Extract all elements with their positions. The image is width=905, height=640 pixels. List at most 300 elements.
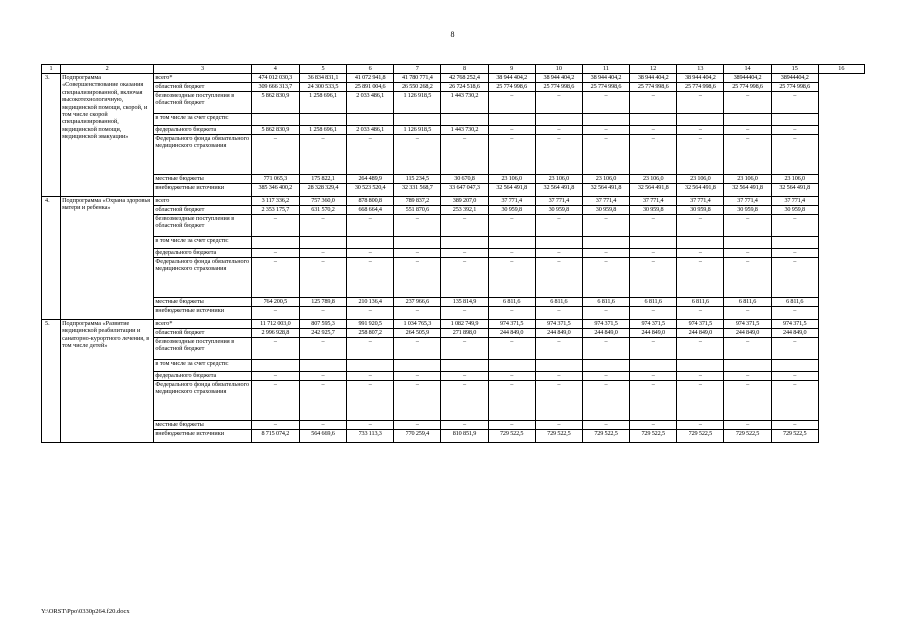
value-cell: – bbox=[299, 381, 346, 421]
value-cell bbox=[630, 237, 677, 249]
value-cell: – bbox=[771, 381, 818, 421]
value-cell: – bbox=[441, 421, 488, 430]
value-cell: – bbox=[488, 258, 535, 298]
value-cell: 25 774 998,6 bbox=[771, 83, 818, 92]
value-cell: 244 849,0 bbox=[582, 329, 629, 338]
value-cell: 26 724 518,6 bbox=[441, 83, 488, 92]
value-cell: 1 126 918,5 bbox=[394, 126, 441, 135]
value-cell bbox=[771, 114, 818, 126]
value-cell: – bbox=[630, 338, 677, 360]
table-header-row bbox=[42, 65, 865, 74]
value-cell: – bbox=[582, 249, 629, 258]
value-cell: – bbox=[251, 338, 299, 360]
value-cell bbox=[488, 360, 535, 372]
value-cell: 729 522,5 bbox=[535, 430, 582, 443]
value-cell: – bbox=[677, 421, 724, 430]
value-cell: 258 807,2 bbox=[347, 329, 394, 338]
value-cell: – bbox=[441, 135, 488, 175]
value-cell: – bbox=[488, 215, 535, 237]
value-cell bbox=[677, 237, 724, 249]
value-cell: – bbox=[251, 249, 299, 258]
value-cell: 757 360,0 bbox=[299, 197, 346, 206]
column-number: 7 bbox=[394, 65, 441, 74]
value-cell: 30 670,8 bbox=[441, 175, 488, 184]
value-cell: – bbox=[724, 92, 771, 114]
value-cell: 41 780 771,4 bbox=[394, 74, 441, 83]
value-cell: 389 207,0 bbox=[441, 197, 488, 206]
value-cell: – bbox=[771, 338, 818, 360]
value-cell: 25 774 998,6 bbox=[724, 83, 771, 92]
value-cell: – bbox=[771, 215, 818, 237]
value-cell: 6 811,6 bbox=[630, 298, 677, 307]
value-cell bbox=[251, 114, 299, 126]
value-cell bbox=[535, 114, 582, 126]
value-cell: 32 564 491,8 bbox=[630, 184, 677, 197]
value-cell: – bbox=[299, 372, 346, 381]
value-cell: 30 959,8 bbox=[488, 206, 535, 215]
value-cell bbox=[582, 114, 629, 126]
section-number: 4. bbox=[42, 197, 61, 320]
value-cell: 30 959,8 bbox=[724, 206, 771, 215]
column-number: 5 bbox=[299, 65, 346, 74]
value-cell: – bbox=[582, 338, 629, 360]
value-cell: – bbox=[251, 381, 299, 421]
value-cell: – bbox=[630, 249, 677, 258]
value-cell: – bbox=[535, 92, 582, 114]
value-cell bbox=[299, 360, 346, 372]
column-number: 10 bbox=[535, 65, 582, 74]
funding-source-label: безвозмездные поступления в областной бюджет bbox=[154, 215, 251, 237]
value-cell: – bbox=[582, 307, 629, 320]
value-cell: 244 849,0 bbox=[488, 329, 535, 338]
value-cell: 1 034 765,3 bbox=[394, 320, 441, 329]
value-cell: 729 522,5 bbox=[724, 430, 771, 443]
value-cell: – bbox=[724, 338, 771, 360]
value-cell: – bbox=[582, 215, 629, 237]
value-cell: – bbox=[724, 381, 771, 421]
value-cell bbox=[677, 114, 724, 126]
value-cell: 42 768 252,4 bbox=[441, 74, 488, 83]
value-cell: – bbox=[394, 372, 441, 381]
value-cell: – bbox=[630, 381, 677, 421]
funding-source-label: в том числе за счет средств: bbox=[154, 360, 251, 372]
value-cell: – bbox=[394, 338, 441, 360]
value-cell: – bbox=[630, 372, 677, 381]
table-row bbox=[42, 320, 865, 329]
value-cell: – bbox=[394, 215, 441, 237]
funding-source-label: областной бюджет bbox=[154, 83, 251, 92]
value-cell: 25 891 004,6 bbox=[347, 83, 394, 92]
value-cell: – bbox=[347, 381, 394, 421]
value-cell bbox=[488, 114, 535, 126]
value-cell: 2 033 486,1 bbox=[347, 126, 394, 135]
value-cell: – bbox=[677, 338, 724, 360]
value-cell: 30 523 520,4 bbox=[347, 184, 394, 197]
value-cell: 974 371,5 bbox=[771, 320, 818, 329]
table-row bbox=[42, 197, 865, 206]
value-cell: – bbox=[535, 135, 582, 175]
value-cell: 135 814,9 bbox=[441, 298, 488, 307]
value-cell: 244 849,0 bbox=[771, 329, 818, 338]
value-cell: – bbox=[394, 307, 441, 320]
value-cell: – bbox=[299, 307, 346, 320]
value-cell: – bbox=[394, 135, 441, 175]
value-cell: 2 996 928,8 bbox=[251, 329, 299, 338]
value-cell: 37 771,4 bbox=[582, 197, 629, 206]
funding-source-label: внебюджетные источники bbox=[154, 430, 251, 443]
value-cell: – bbox=[488, 338, 535, 360]
value-cell: 41 072 941,8 bbox=[347, 74, 394, 83]
value-cell: 631 570,2 bbox=[299, 206, 346, 215]
value-cell bbox=[251, 360, 299, 372]
value-cell: 25 774 998,6 bbox=[488, 83, 535, 92]
value-cell: – bbox=[488, 421, 535, 430]
value-cell: – bbox=[299, 338, 346, 360]
value-cell: – bbox=[347, 215, 394, 237]
value-cell: – bbox=[299, 215, 346, 237]
value-cell: 668 664,4 bbox=[347, 206, 394, 215]
value-cell: – bbox=[724, 421, 771, 430]
value-cell: – bbox=[347, 258, 394, 298]
value-cell: 11 712 003,0 bbox=[251, 320, 299, 329]
value-cell: 385 346 400,2 bbox=[251, 184, 299, 197]
value-cell: 242 925,7 bbox=[299, 329, 346, 338]
value-cell bbox=[582, 237, 629, 249]
value-cell: – bbox=[677, 92, 724, 114]
value-cell: 244 849,0 bbox=[535, 329, 582, 338]
funding-source-label: федерального бюджета bbox=[154, 249, 251, 258]
value-cell: – bbox=[488, 249, 535, 258]
subprogram-title: Подпрограмма «Охрана здоровья матери и ребенка» bbox=[61, 197, 154, 320]
table-row bbox=[42, 74, 865, 83]
value-cell: – bbox=[347, 421, 394, 430]
value-cell bbox=[724, 114, 771, 126]
funding-source-label: Федерального фонда обязательного медицинского страхования bbox=[154, 381, 251, 421]
value-cell: – bbox=[724, 258, 771, 298]
table-row bbox=[42, 215, 865, 237]
value-cell: – bbox=[582, 126, 629, 135]
value-cell: – bbox=[441, 249, 488, 258]
value-cell: 23 106,0 bbox=[582, 175, 629, 184]
value-cell: – bbox=[299, 421, 346, 430]
value-cell: 6 811,6 bbox=[771, 298, 818, 307]
value-cell: – bbox=[724, 249, 771, 258]
value-cell: – bbox=[677, 249, 724, 258]
value-cell: 38 944 404,2 bbox=[677, 74, 724, 83]
value-cell: – bbox=[630, 92, 677, 114]
funding-source-label: федерального бюджета bbox=[154, 126, 251, 135]
table-row bbox=[42, 298, 865, 307]
value-cell: 38 944 404,2 bbox=[582, 74, 629, 83]
value-cell: – bbox=[582, 258, 629, 298]
value-cell: 32 331 568,7 bbox=[394, 184, 441, 197]
value-cell: 244 849,0 bbox=[677, 329, 724, 338]
value-cell: – bbox=[630, 258, 677, 298]
value-cell: – bbox=[488, 126, 535, 135]
value-cell: 6 811,6 bbox=[488, 298, 535, 307]
value-cell: 23 106,0 bbox=[535, 175, 582, 184]
funding-source-label: федерального бюджета bbox=[154, 372, 251, 381]
value-cell: – bbox=[251, 135, 299, 175]
value-cell: 28 328 329,4 bbox=[299, 184, 346, 197]
page-number: 8 bbox=[450, 30, 455, 39]
value-cell: – bbox=[299, 258, 346, 298]
value-cell bbox=[394, 360, 441, 372]
table-row bbox=[42, 206, 865, 215]
column-number: 6 bbox=[347, 65, 394, 74]
value-cell: 729 522,5 bbox=[630, 430, 677, 443]
funding-source-label: всего* bbox=[154, 320, 251, 329]
value-cell: 770 259,4 bbox=[394, 430, 441, 443]
column-number: 4 bbox=[251, 65, 299, 74]
value-cell: – bbox=[488, 135, 535, 175]
value-cell: 25 774 998,6 bbox=[630, 83, 677, 92]
funding-source-label: внебюджетные источники bbox=[154, 184, 251, 197]
table-row bbox=[42, 421, 865, 430]
value-cell: – bbox=[394, 381, 441, 421]
value-cell: 1 443 730,2 bbox=[441, 126, 488, 135]
value-cell: 175 822,1 bbox=[299, 175, 346, 184]
value-cell: 30 959,8 bbox=[535, 206, 582, 215]
value-cell: 2 353 175,7 bbox=[251, 206, 299, 215]
value-cell: – bbox=[771, 126, 818, 135]
value-cell: – bbox=[299, 135, 346, 175]
value-cell: 32 564 491,8 bbox=[724, 184, 771, 197]
value-cell: – bbox=[771, 92, 818, 114]
column-number: 15 bbox=[771, 65, 818, 74]
value-cell: 729 522,5 bbox=[771, 430, 818, 443]
value-cell: – bbox=[630, 421, 677, 430]
value-cell: 1 443 730,2 bbox=[441, 92, 488, 114]
value-cell: – bbox=[630, 215, 677, 237]
value-cell: – bbox=[771, 249, 818, 258]
value-cell: 115 234,5 bbox=[394, 175, 441, 184]
value-cell: – bbox=[771, 372, 818, 381]
table-row bbox=[42, 430, 865, 443]
value-cell: 1 258 696,1 bbox=[299, 92, 346, 114]
table-row bbox=[42, 372, 865, 381]
value-cell: 1 126 918,5 bbox=[394, 92, 441, 114]
value-cell: 38944404,2 bbox=[771, 74, 818, 83]
value-cell bbox=[771, 237, 818, 249]
value-cell: – bbox=[441, 215, 488, 237]
value-cell bbox=[441, 360, 488, 372]
value-cell bbox=[441, 114, 488, 126]
value-cell: – bbox=[677, 307, 724, 320]
value-cell: – bbox=[724, 126, 771, 135]
value-cell bbox=[677, 360, 724, 372]
value-cell: – bbox=[535, 372, 582, 381]
value-cell: 32 564 491,8 bbox=[677, 184, 724, 197]
value-cell: 25 774 998,6 bbox=[535, 83, 582, 92]
value-cell: 32 564 491,8 bbox=[582, 184, 629, 197]
value-cell: – bbox=[347, 307, 394, 320]
value-cell: – bbox=[441, 307, 488, 320]
value-cell: 32 564 491,8 bbox=[771, 184, 818, 197]
value-cell: – bbox=[677, 372, 724, 381]
value-cell: 974 371,5 bbox=[535, 320, 582, 329]
table-row bbox=[42, 338, 865, 360]
value-cell: 729 522,5 bbox=[582, 430, 629, 443]
column-number: 16 bbox=[818, 65, 864, 74]
value-cell: – bbox=[488, 307, 535, 320]
value-cell bbox=[771, 360, 818, 372]
value-cell: – bbox=[582, 372, 629, 381]
value-cell bbox=[347, 237, 394, 249]
value-cell: – bbox=[535, 381, 582, 421]
file-path-footer: Y:\ORST\Ppo\0330p264.f20.docx bbox=[41, 608, 130, 615]
value-cell: 38 944 404,2 bbox=[488, 74, 535, 83]
column-number: 2 bbox=[61, 65, 154, 74]
section-number: 3. bbox=[42, 74, 61, 197]
table-row bbox=[42, 360, 865, 372]
value-cell bbox=[630, 114, 677, 126]
funding-source-label: всего bbox=[154, 197, 251, 206]
value-cell: 26 550 268,2 bbox=[394, 83, 441, 92]
column-number: 11 bbox=[582, 65, 629, 74]
value-cell: 5 862 830,9 bbox=[251, 92, 299, 114]
value-cell: 30 959,8 bbox=[771, 206, 818, 215]
value-cell: – bbox=[535, 338, 582, 360]
value-cell: 23 106,0 bbox=[677, 175, 724, 184]
value-cell: – bbox=[677, 258, 724, 298]
value-cell: – bbox=[347, 135, 394, 175]
value-cell: – bbox=[441, 338, 488, 360]
value-cell: – bbox=[724, 135, 771, 175]
value-cell bbox=[630, 360, 677, 372]
value-cell: 6 811,6 bbox=[582, 298, 629, 307]
column-number: 1 bbox=[42, 65, 61, 74]
value-cell: – bbox=[299, 249, 346, 258]
funding-source-label: всего* bbox=[154, 74, 251, 83]
value-cell bbox=[347, 114, 394, 126]
column-number: 13 bbox=[677, 65, 724, 74]
value-cell: – bbox=[582, 381, 629, 421]
value-cell: 974 371,5 bbox=[677, 320, 724, 329]
value-cell: 37 771,4 bbox=[488, 197, 535, 206]
value-cell: – bbox=[347, 249, 394, 258]
value-cell: 5 862 830,9 bbox=[251, 126, 299, 135]
value-cell: 810 851,9 bbox=[441, 430, 488, 443]
value-cell bbox=[724, 237, 771, 249]
table-row bbox=[42, 237, 865, 249]
value-cell: – bbox=[535, 249, 582, 258]
value-cell bbox=[347, 360, 394, 372]
value-cell: 729 522,5 bbox=[677, 430, 724, 443]
value-cell: 244 849,0 bbox=[630, 329, 677, 338]
value-cell: 6 811,6 bbox=[677, 298, 724, 307]
value-cell: – bbox=[724, 307, 771, 320]
value-cell: 23 106,0 bbox=[488, 175, 535, 184]
value-cell: 764 200,5 bbox=[251, 298, 299, 307]
value-cell: 271 898,0 bbox=[441, 329, 488, 338]
value-cell bbox=[441, 237, 488, 249]
table-row bbox=[42, 329, 865, 338]
funding-source-label: Федерального фонда обязательного медицинского страхования bbox=[154, 258, 251, 298]
budget-table bbox=[41, 64, 865, 443]
funding-source-label: в том числе за счет средств: bbox=[154, 237, 251, 249]
column-number: 9 bbox=[488, 65, 535, 74]
value-cell: 210 136,4 bbox=[347, 298, 394, 307]
column-number: 3 bbox=[154, 65, 251, 74]
value-cell: 474 012 030,3 bbox=[251, 74, 299, 83]
value-cell: 789 837,2 bbox=[394, 197, 441, 206]
value-cell: 37 771,4 bbox=[535, 197, 582, 206]
value-cell: – bbox=[394, 258, 441, 298]
value-cell: 878 800,8 bbox=[347, 197, 394, 206]
value-cell: – bbox=[582, 135, 629, 175]
value-cell: – bbox=[535, 421, 582, 430]
value-cell: – bbox=[677, 126, 724, 135]
funding-source-label: областной бюджет bbox=[154, 206, 251, 215]
value-cell: 25 774 998,6 bbox=[582, 83, 629, 92]
subprogram-title: Подпрограмма «Совершенствование оказания специализированной, включая высокотехнологичную, медицинской помощи, скорой, и том числе скорой специализированной, медицинской помощи, медицинской эвакуации» bbox=[61, 74, 154, 197]
value-cell: 38 944 404,2 bbox=[630, 74, 677, 83]
column-number: 8 bbox=[441, 65, 488, 74]
value-cell: 25 774 998,6 bbox=[677, 83, 724, 92]
subprogram-title: Подпрограмма «Развитие медицинской реабилитации и санаторно-курортного лечения, в том числе детей» bbox=[61, 320, 154, 443]
value-cell bbox=[535, 360, 582, 372]
value-cell: – bbox=[724, 372, 771, 381]
funding-source-label: Федерального фонда обязательного медицинского страхования bbox=[154, 135, 251, 175]
funding-source-label: внебюджетные источники bbox=[154, 307, 251, 320]
value-cell: 974 371,5 bbox=[488, 320, 535, 329]
funding-source-label: безвозмездные поступления в областной бюджет bbox=[154, 338, 251, 360]
value-cell bbox=[582, 360, 629, 372]
value-cell: – bbox=[488, 92, 535, 114]
value-cell: – bbox=[347, 338, 394, 360]
value-cell: – bbox=[677, 381, 724, 421]
value-cell: 237 966,6 bbox=[394, 298, 441, 307]
value-cell: 6 811,6 bbox=[724, 298, 771, 307]
value-cell: 37 771,4 bbox=[677, 197, 724, 206]
value-cell: – bbox=[251, 258, 299, 298]
value-cell: 733 113,3 bbox=[347, 430, 394, 443]
value-cell: – bbox=[251, 307, 299, 320]
value-cell: 38944404,2 bbox=[724, 74, 771, 83]
value-cell: 30 959,8 bbox=[582, 206, 629, 215]
value-cell: 8 715 074,2 bbox=[251, 430, 299, 443]
value-cell: 309 666 313,7 bbox=[251, 83, 299, 92]
table-row bbox=[42, 258, 865, 298]
value-cell: – bbox=[535, 126, 582, 135]
value-cell: 6 811,6 bbox=[535, 298, 582, 307]
funding-source-label: в том числе за счет средств: bbox=[154, 114, 251, 126]
table-row bbox=[42, 184, 865, 197]
value-cell: 32 564 491,8 bbox=[488, 184, 535, 197]
value-cell: 253 392,1 bbox=[441, 206, 488, 215]
value-cell: – bbox=[771, 307, 818, 320]
value-cell: – bbox=[394, 421, 441, 430]
value-cell: 551 870,6 bbox=[394, 206, 441, 215]
value-cell: 264 505,9 bbox=[394, 329, 441, 338]
funding-source-label: местные бюджеты bbox=[154, 298, 251, 307]
value-cell: 32 564 491,8 bbox=[535, 184, 582, 197]
value-cell: – bbox=[347, 372, 394, 381]
value-cell: – bbox=[677, 135, 724, 175]
value-cell: – bbox=[535, 215, 582, 237]
value-cell: 244 849,0 bbox=[724, 329, 771, 338]
column-number: 14 bbox=[724, 65, 771, 74]
value-cell bbox=[299, 114, 346, 126]
value-cell: 30 959,8 bbox=[630, 206, 677, 215]
value-cell: 36 834 831,1 bbox=[299, 74, 346, 83]
value-cell bbox=[299, 237, 346, 249]
value-cell: 974 371,5 bbox=[582, 320, 629, 329]
funding-source-label: местные бюджеты bbox=[154, 421, 251, 430]
value-cell: 807 595,3 bbox=[299, 320, 346, 329]
funding-source-label: безвозмездные поступления в областной бюджет bbox=[154, 92, 251, 114]
